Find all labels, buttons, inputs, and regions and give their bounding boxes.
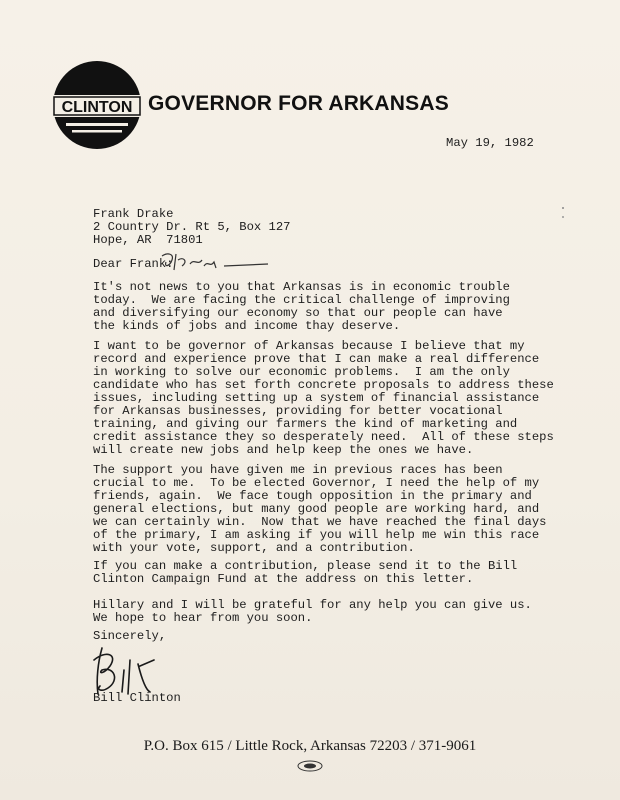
recipient-address [93, 208, 290, 247]
campaign-logo-badge [52, 60, 142, 150]
letterhead-footer-address: P.O. Box 615 / Little Rock, Arkansas 72203 / 371-9061 [143, 738, 477, 754]
recipient-name: Frank Drake [93, 207, 174, 221]
recipient-address-line2: Hope, AR 71801 [93, 233, 203, 247]
salutation: Dear Frank: [93, 257, 174, 271]
body-paragraph-5: Hillary and I will be grateful for any help you can give us. We hope to hear from you soon. [93, 598, 532, 625]
body-paragraph-3: The support you have given me in previous races has been crucial to me. To be elected Governor, I need the help of my friends, again. We face tough opposition in the primary and general elections, but many good people are working hard, and we can certainly win. Now that we have reached the final days of the primary, I am asking if you will help me win this race with your vote, support, and a contribution. [93, 463, 547, 555]
recipient-address-line1: 2 Country Dr. Rt 5, Box 127 [93, 220, 291, 234]
signer-name: Bill Clinton [93, 691, 181, 705]
letterhead-title: GOVERNOR FOR ARKANSAS [148, 92, 449, 115]
body-paragraph-2: I want to be governor of Arkansas because I believe that my record and experience prove that I can make a real difference in working to solve our economic problems. I am the only candidate who has set forth concrete proposals to address these issues, including setting up a system of financial assistance for Arkansas businesses, providing for better vocational training, and giving our farmers the kind of marketing and credit assistance they so desperately need. All of these steps will create new jobs and help keep the ones we have. [93, 339, 554, 457]
body-paragraph-4: If you can make a contribution, please send it to the Bill Clinton Campaign Fund at the address on this letter. [93, 559, 518, 586]
closing: Sincerely, [93, 629, 167, 643]
handwritten-greeting [160, 250, 270, 274]
union-bug-icon [296, 760, 324, 772]
paper-mark [560, 205, 566, 223]
logo-badge-text: CLINTON [61, 99, 133, 116]
letter-date: May 19, 1982 [446, 136, 534, 150]
body-paragraph-1: It's not news to you that Arkansas is in economic trouble today. We are facing the critical challenge of improving and diversifying our economy so that our people can have the kinds of jobs and income thay deserve. [93, 280, 510, 333]
